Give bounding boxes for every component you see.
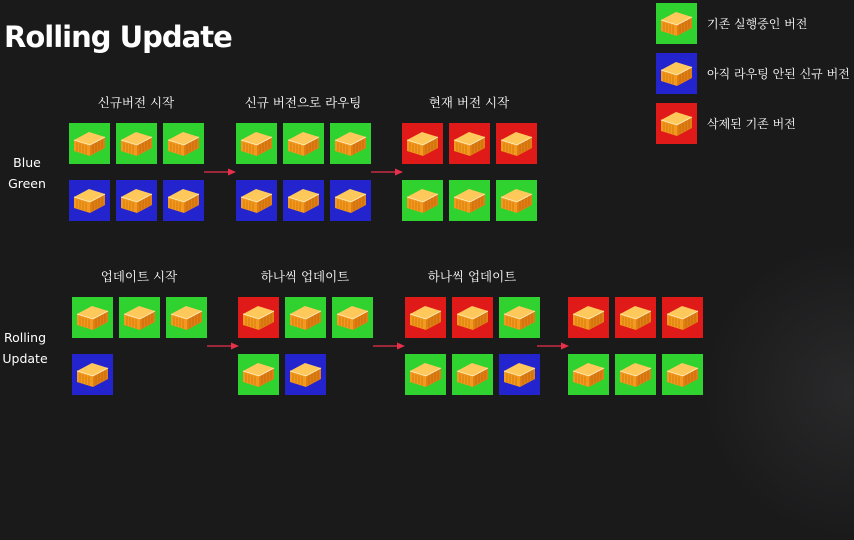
legend-label: 기존 실행중인 버전 xyxy=(707,17,808,31)
shipping-container-icon xyxy=(334,188,367,214)
container-tile-new xyxy=(330,180,371,221)
container-tile-existing xyxy=(615,354,656,395)
shipping-container-icon xyxy=(456,362,489,388)
container-tile-existing xyxy=(285,297,326,338)
container-tile-existing xyxy=(449,180,490,221)
container-tile-existing xyxy=(163,123,204,164)
shipping-container-icon xyxy=(240,131,273,157)
shipping-container-icon xyxy=(287,131,320,157)
shipping-container-icon xyxy=(456,305,489,331)
container-icon xyxy=(656,53,697,94)
container-tile-deleted xyxy=(662,297,703,338)
arrow-right-icon xyxy=(373,342,405,350)
container-tile-existing xyxy=(499,297,540,338)
shipping-container-icon xyxy=(666,362,699,388)
container-icon xyxy=(656,103,697,144)
shipping-container-icon xyxy=(619,305,652,331)
container-tile-existing xyxy=(568,354,609,395)
shipping-container-icon xyxy=(406,188,439,214)
container-tile-deleted xyxy=(449,123,490,164)
container-tile-new xyxy=(283,180,324,221)
shipping-container-icon xyxy=(287,188,320,214)
shipping-container-icon xyxy=(572,362,605,388)
container-tile-new xyxy=(163,180,204,221)
container-tile-deleted xyxy=(452,297,493,338)
container-tile-new xyxy=(69,180,110,221)
container-tile-existing xyxy=(496,180,537,221)
shipping-container-icon xyxy=(120,131,153,157)
shipping-container-icon xyxy=(503,362,536,388)
shipping-container-icon xyxy=(503,305,536,331)
container-tile-new xyxy=(499,354,540,395)
container-tile-existing xyxy=(452,354,493,395)
shipping-container-icon xyxy=(336,305,369,331)
container-tile-existing xyxy=(330,123,371,164)
legend-label: 삭제된 기존 버전 xyxy=(707,117,796,131)
shipping-container-icon xyxy=(167,131,200,157)
container-tile-deleted xyxy=(568,297,609,338)
container-tile-deleted xyxy=(405,297,446,338)
container-icon xyxy=(656,3,697,44)
shipping-container-icon xyxy=(73,131,106,157)
page-title: Rolling Update xyxy=(4,20,232,54)
container-tile-new xyxy=(236,180,277,221)
container-tile-deleted xyxy=(238,297,279,338)
container-tile-deleted xyxy=(402,123,443,164)
shipping-container-icon xyxy=(240,188,273,214)
container-tile-existing xyxy=(69,123,110,164)
shipping-container-icon xyxy=(500,188,533,214)
shipping-container-icon xyxy=(76,305,109,331)
container-tile-new xyxy=(116,180,157,221)
shipping-container-icon xyxy=(170,305,203,331)
shipping-container-icon xyxy=(660,61,693,87)
shipping-container-icon xyxy=(289,362,322,388)
container-tile-deleted xyxy=(615,297,656,338)
shipping-container-icon xyxy=(289,305,322,331)
stage-label: 업데이트 시작 xyxy=(100,269,178,284)
shipping-container-icon xyxy=(666,305,699,331)
container-tile-existing xyxy=(119,297,160,338)
container-tile-existing xyxy=(238,354,279,395)
container-tile-existing xyxy=(332,297,373,338)
shipping-container-icon xyxy=(73,188,106,214)
shipping-container-icon xyxy=(120,188,153,214)
shipping-container-icon xyxy=(453,131,486,157)
shipping-container-icon xyxy=(76,362,109,388)
shipping-container-icon xyxy=(334,131,367,157)
arrow-right-icon xyxy=(204,168,236,176)
shipping-container-icon xyxy=(409,305,442,331)
container-tile-existing xyxy=(662,354,703,395)
arrow-right-icon xyxy=(371,168,403,176)
container-tile-deleted xyxy=(496,123,537,164)
shipping-container-icon xyxy=(619,362,652,388)
shipping-container-icon xyxy=(660,111,693,137)
container-tile-new xyxy=(285,354,326,395)
arrow-right-icon xyxy=(207,342,239,350)
container-tile-existing xyxy=(405,354,446,395)
container-tile-new xyxy=(72,354,113,395)
shipping-container-icon xyxy=(453,188,486,214)
stage-label: 현재 버전 시작 xyxy=(428,95,510,110)
shipping-container-icon xyxy=(409,362,442,388)
row-label-blue-green: Blue Green xyxy=(8,155,46,191)
row-label-rolling-update: Rolling Update xyxy=(2,330,48,366)
arrow-right-icon xyxy=(537,342,569,350)
shipping-container-icon xyxy=(167,188,200,214)
stage-label: 신규버전 시작 xyxy=(97,95,175,110)
shipping-container-icon xyxy=(242,362,275,388)
shipping-container-icon xyxy=(572,305,605,331)
shipping-container-icon xyxy=(500,131,533,157)
container-tile-existing xyxy=(283,123,324,164)
stage-label: 하나씩 업데이트 xyxy=(260,269,350,284)
container-tile-existing xyxy=(116,123,157,164)
stage-label: 하나씩 업데이트 xyxy=(427,269,517,284)
shipping-container-icon xyxy=(660,11,693,37)
shipping-container-icon xyxy=(242,305,275,331)
container-tile-existing xyxy=(166,297,207,338)
shipping-container-icon xyxy=(123,305,156,331)
container-tile-existing xyxy=(72,297,113,338)
shipping-container-icon xyxy=(406,131,439,157)
container-tile-existing xyxy=(402,180,443,221)
legend-label: 아직 라우팅 안된 신규 버전 xyxy=(707,67,850,81)
container-tile-existing xyxy=(236,123,277,164)
stage-label: 신규 버전으로 라우팅 xyxy=(244,95,362,110)
